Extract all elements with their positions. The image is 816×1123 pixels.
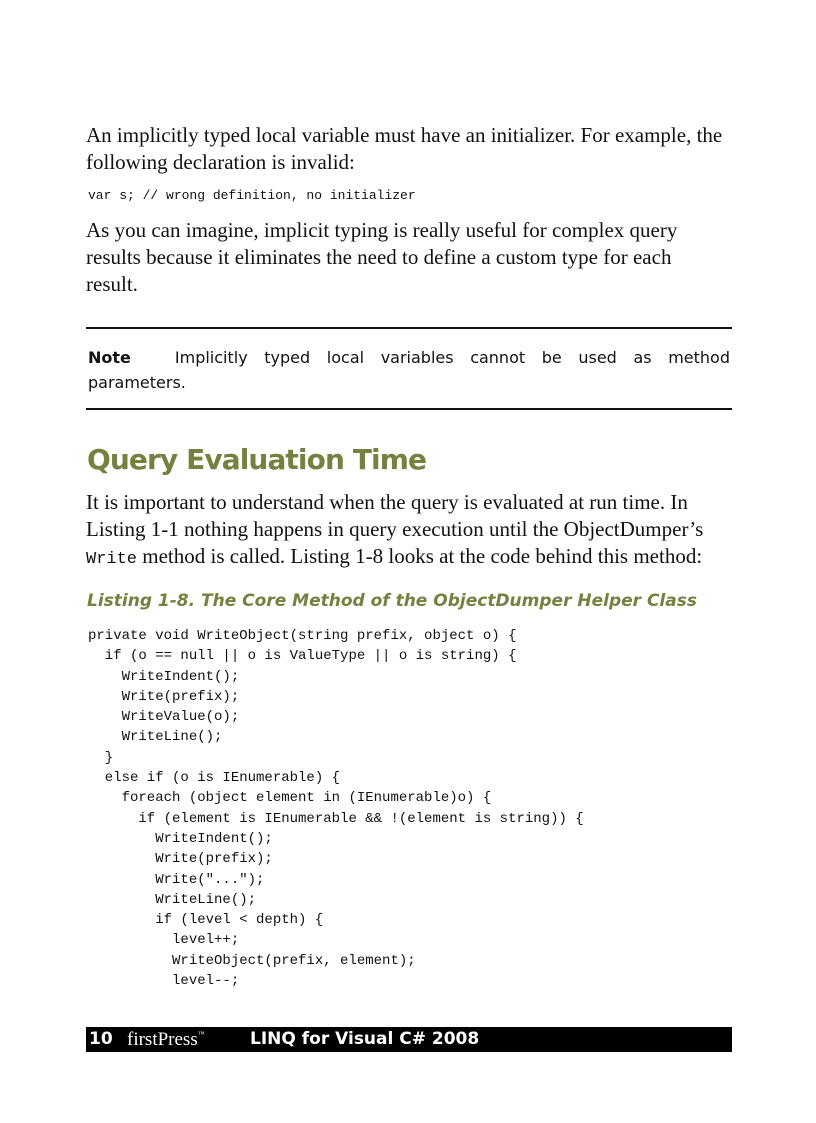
- body-paragraph-2: As you can imagine, implicit typing is really useful for complex query results because it eliminates the need to define a custom type for each result.: [86, 218, 678, 296]
- code-line: Write(prefix);: [88, 851, 273, 868]
- footer-page-number: 10: [89, 1029, 113, 1049]
- code-line: if (o == null || o is ValueType || o is string) {: [88, 648, 517, 665]
- note-text: Implicitly typed local variables cannot be used as method parameters.: [88, 348, 730, 392]
- code-line: foreach (object element in (IEnumerable)o) {: [88, 790, 492, 807]
- note-bottom-rule: [86, 408, 732, 410]
- code-listing: [88, 626, 584, 991]
- code-line: if (element is IEnumerable && !(element is string)) {: [88, 810, 584, 827]
- note-top-rule: [86, 327, 732, 329]
- body-paragraph-1: An implicitly typed local variable must have an initializer. For example, the following declaration is invalid:: [86, 123, 723, 174]
- section-paragraph-text-start: It is important to understand when the query is evaluated at run time. In Listing 1-1 nothing happens in query execution until the ObjectDumper’s: [86, 490, 704, 541]
- code-line: level--;: [88, 973, 240, 990]
- section-paragraph-text-end: method is called. Listing 1-8 looks at the code behind this method:: [137, 544, 703, 568]
- code-line: Write(prefix);: [88, 688, 240, 705]
- section-heading: Query Evaluation Time: [87, 443, 427, 476]
- code-line: WriteLine();: [88, 729, 223, 746]
- code-line: private void WriteObject(string prefix, object o) {: [88, 628, 517, 644]
- code-example-line: var s; // wrong definition, no initializer: [88, 188, 416, 203]
- document-page: [86, 0, 732, 1123]
- note-label: Note: [88, 348, 131, 367]
- note-box: [88, 345, 730, 395]
- code-line: WriteLine();: [88, 891, 257, 908]
- footer-brand-text: firstPress: [127, 1029, 198, 1050]
- page-footer: [86, 1027, 732, 1052]
- code-line: Write("...");: [88, 871, 265, 888]
- code-line: WriteValue(o);: [88, 709, 240, 726]
- code-line: level++;: [88, 932, 240, 949]
- inline-code-write: Write: [86, 550, 138, 569]
- code-line: WriteIndent();: [88, 830, 273, 847]
- code-line: WriteIndent();: [88, 668, 240, 685]
- section-paragraph: [86, 489, 726, 573]
- footer-book-title: LINQ for Visual C# 2008: [250, 1029, 480, 1049]
- code-line: if (level < depth) {: [88, 912, 324, 929]
- code-line: }: [88, 749, 114, 766]
- code-line: else if (o is IEnumerable) {: [88, 770, 341, 787]
- footer-trademark: ™: [197, 1030, 205, 1038]
- listing-caption: Listing 1-8. The Core Method of the ObjectDumper Helper Class: [87, 591, 697, 611]
- code-line: WriteObject(prefix, element);: [88, 952, 416, 969]
- footer-brand: [127, 1029, 205, 1050]
